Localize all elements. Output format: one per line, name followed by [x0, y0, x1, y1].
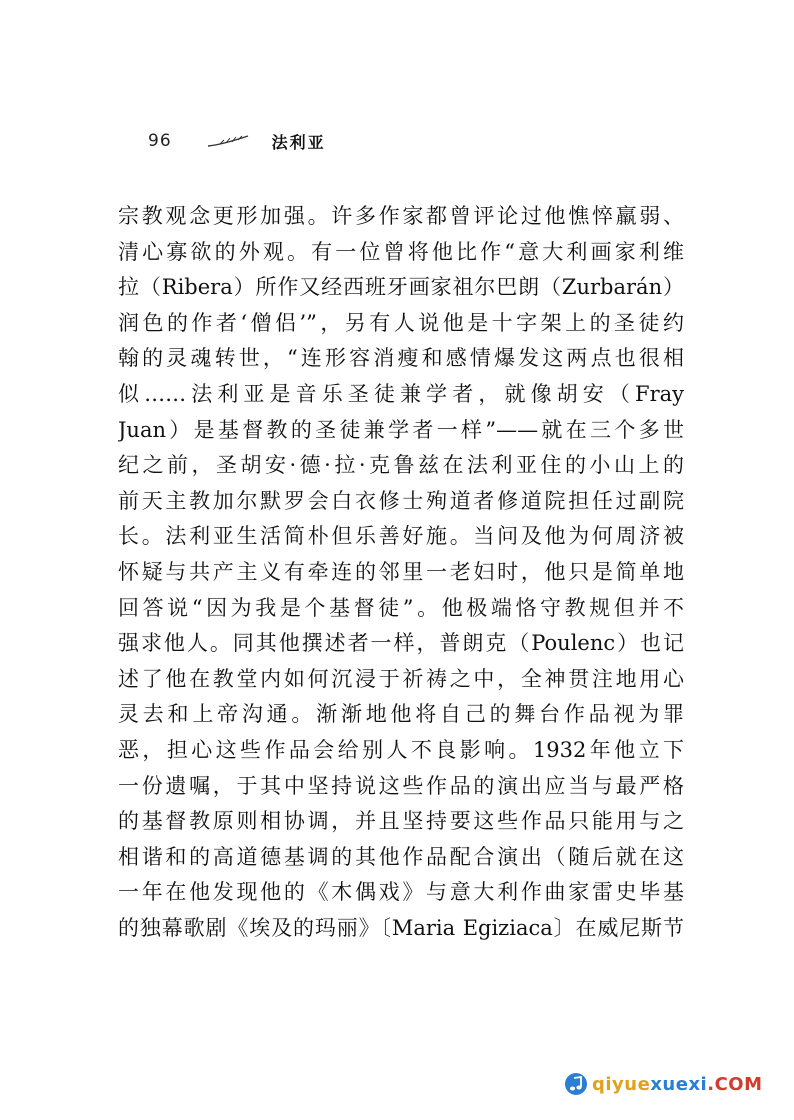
- text-line: 相谐和的高道德基调的其他作品配合演出（随后就在这: [118, 844, 684, 869]
- text-line: 回答说“因为我是个基督徒”。他极端恪守教规但并不: [118, 595, 684, 620]
- text-line: 润色的作者‘僧侣’”，另有人说他是十字架上的圣徒约: [118, 310, 684, 335]
- text-line: 似……法利亚是音乐圣徒兼学者，就像胡安（Fray: [118, 381, 684, 406]
- site-watermark: [564, 1072, 763, 1096]
- page-number: 96: [148, 131, 172, 151]
- body-text: [118, 199, 684, 946]
- text-line: 灵去和上帝沟通。渐渐地他将自己的舞台作品视为罪: [118, 702, 684, 727]
- text-line: 清心寡欲的外观。有一位曾将他比作“意大利画家利维: [118, 239, 684, 264]
- text-line: 强求他人。同其他撰述者一样，普朗克（Poulenc）也记: [118, 631, 684, 656]
- text-line: 前天主教加尔默罗会白衣修士殉道者修道院担任过副院: [118, 488, 684, 513]
- watermark-part: qiyue: [592, 1073, 651, 1095]
- text-line: 怀疑与共产主义有牵连的邻里一老妇时，他只是简单地: [118, 559, 684, 584]
- text-line: 一份遗嘱，于其中坚持说这些作品的演出应当与最严格: [118, 773, 684, 798]
- running-title: 法利亚: [271, 132, 326, 152]
- watermark-part: .COM: [707, 1073, 763, 1095]
- text-line: 的独幕歌剧《埃及的玛丽》〔Maria Egiziaca〕在威尼斯节: [118, 915, 684, 940]
- text-line: Juan）是基督教的圣徒兼学者一样”——就在三个多世: [118, 417, 684, 442]
- quill-ornament-icon: [206, 134, 250, 148]
- text-line: 拉（Ribera）所作又经西班牙画家祖尔巴朗（Zurbarán）: [118, 275, 684, 300]
- text-line: 宗教观念更形加强。许多作家都曾评论过他憔悴羸弱、: [118, 204, 684, 228]
- text-line: 一年在他发现他的《木偶戏》与意大利作曲家雷史毕基: [118, 880, 684, 905]
- watermark-part: xuexi: [650, 1073, 708, 1095]
- text-line: 翰的灵魂转世，“连形容消瘦和感情爆发这两点也很相: [118, 346, 684, 371]
- text-line: 长。法利亚生活简朴但乐善好施。当问及他为何周济被: [118, 524, 684, 549]
- text-line: 述了他在教堂内如何沉浸于祈祷之中，全神贯注地用心: [118, 666, 684, 691]
- music-note-icon: [564, 1072, 588, 1096]
- text-line: 的基督教原则相协调，并且坚持要这些作品只能用与之: [118, 809, 684, 834]
- page-header: [148, 126, 326, 156]
- text-line: 恶，担心这些作品会给别人不良影响。1932年他立下: [118, 737, 684, 762]
- text-line: 纪之前，圣胡安·德·拉·克鲁兹在法利亚住的小山上的: [118, 453, 684, 478]
